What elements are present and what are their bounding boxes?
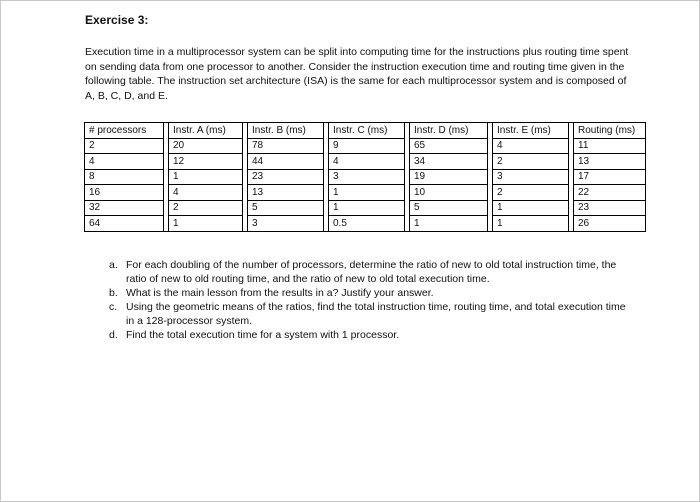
header-routing: Routing (ms)	[574, 123, 646, 139]
table-cell: 5	[248, 200, 324, 216]
question-text: Find the total execution time for a system with 1 processor.	[126, 329, 400, 341]
table-cell: 34	[410, 154, 488, 170]
question-a	[109, 258, 629, 286]
intro-paragraph: Execution time in a multiprocessor system can be split into computing time for the instructions plus routing time spent on sending data from one processor to another. Consider the instruction execution time and routing time given in the following table. The instruction set architecture (ISA) is the same for each multiprocessor system and is composed of A, B, C, D, and E.	[85, 46, 629, 102]
header-instr-d: Instr. D (ms)	[410, 123, 488, 139]
table-cell: 9	[329, 138, 405, 154]
table-cell: 78	[248, 138, 324, 154]
table-cell: 4	[493, 138, 569, 154]
timing-table	[84, 122, 646, 232]
table-cell: 5	[410, 200, 488, 216]
question-marker: c.	[109, 301, 118, 313]
question-list	[109, 258, 629, 342]
table-cell: 2	[169, 200, 243, 216]
table-cell: 3	[248, 216, 324, 232]
table-cell: 23	[574, 200, 646, 216]
table-cell: 4	[85, 154, 164, 170]
table-cell: 44	[248, 154, 324, 170]
question-text: What is the main lesson from the results in a? Justify your answer.	[126, 287, 434, 299]
table-cell: 26	[574, 216, 646, 232]
table-cell: 23	[248, 169, 324, 185]
table-cell: 13	[574, 154, 646, 170]
header-instr-e: Instr. E (ms)	[493, 123, 569, 139]
table-cell: 22	[574, 185, 646, 201]
table-row	[85, 169, 646, 185]
table-cell: 12	[169, 154, 243, 170]
table-cell: 1	[169, 169, 243, 185]
header-instr-b: Instr. B (ms)	[248, 123, 324, 139]
table-cell: 3	[493, 169, 569, 185]
table-cell: 64	[85, 216, 164, 232]
table-cell: 2	[493, 185, 569, 201]
table-cell: 2	[85, 138, 164, 154]
table-row	[85, 200, 646, 216]
table-row	[85, 154, 646, 170]
table-cell: 1	[169, 216, 243, 232]
table-cell: 4	[169, 185, 243, 201]
header-processors: # processors	[85, 123, 164, 139]
table-cell: 65	[410, 138, 488, 154]
table-row	[85, 138, 646, 154]
table-cell: 1	[410, 216, 488, 232]
table-cell: 19	[410, 169, 488, 185]
table-cell: 1	[329, 185, 405, 201]
table-cell: 20	[169, 138, 243, 154]
table-cell: 32	[85, 200, 164, 216]
table-header-row	[85, 123, 646, 139]
table-cell: 16	[85, 185, 164, 201]
table-cell: 4	[329, 154, 405, 170]
question-b	[109, 286, 629, 300]
table-row	[85, 216, 646, 232]
question-text: For each doubling of the number of processors, determine the ratio of new to old total instruction time, the ratio of new to old routing time, and the ratio of new to old total execution time.	[126, 259, 617, 285]
exercise-title: Exercise 3:	[85, 13, 149, 27]
table-cell: 1	[493, 216, 569, 232]
question-d	[109, 328, 629, 342]
table-cell: 3	[329, 169, 405, 185]
table-cell: 1	[329, 200, 405, 216]
table-row	[85, 185, 646, 201]
table-cell: 2	[493, 154, 569, 170]
table-cell: 17	[574, 169, 646, 185]
table-cell: 0.5	[329, 216, 405, 232]
table-cell: 1	[493, 200, 569, 216]
header-instr-a: Instr. A (ms)	[169, 123, 243, 139]
table-cell: 10	[410, 185, 488, 201]
header-instr-c: Instr. C (ms)	[329, 123, 405, 139]
question-marker: d.	[109, 329, 118, 341]
question-marker: a.	[109, 259, 118, 271]
question-c	[109, 300, 629, 328]
table-cell: 8	[85, 169, 164, 185]
table-cell: 13	[248, 185, 324, 201]
table-cell: 11	[574, 138, 646, 154]
question-text: Using the geometric means of the ratios, find the total instruction time, routing time, and total execution time in a 128-processor system.	[126, 301, 626, 327]
question-marker: b.	[109, 287, 118, 299]
